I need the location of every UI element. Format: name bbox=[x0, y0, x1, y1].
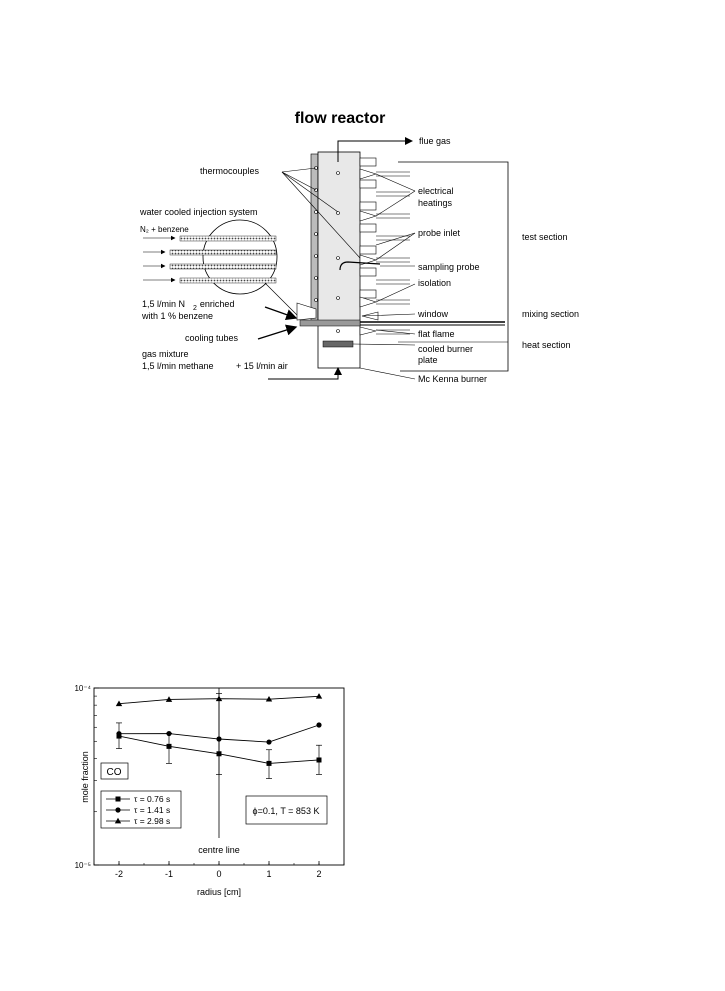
legend-marker bbox=[116, 797, 121, 802]
label-gas-mixture-2: 1,5 l/min methane bbox=[142, 361, 214, 371]
y-tick-label: 10⁻⁴ bbox=[74, 684, 91, 693]
label-cooling-tubes: cooling tubes bbox=[185, 333, 239, 343]
data-point bbox=[266, 739, 271, 744]
label-thermocouples: thermocouples bbox=[200, 166, 260, 176]
x-axis-ticks bbox=[94, 861, 344, 879]
legend-marker bbox=[115, 807, 120, 812]
data-point bbox=[316, 722, 321, 727]
label-gas-mixture-1: gas mixture bbox=[142, 349, 189, 359]
x-tick-label: 1 bbox=[266, 869, 272, 879]
label-heat-section: heat section bbox=[522, 340, 571, 350]
data-point bbox=[166, 731, 171, 736]
label-sampling-probe: sampling probe bbox=[418, 262, 480, 272]
label-electrical-2: heatings bbox=[418, 198, 453, 208]
label-water-cooled: water cooled injection system bbox=[140, 207, 258, 217]
label-electrical-1: electrical bbox=[418, 186, 454, 196]
series-0 bbox=[116, 694, 322, 779]
legend-label: τ = 2.98 s bbox=[134, 816, 171, 826]
label-flue-gas: flue gas bbox=[419, 136, 451, 146]
data-point bbox=[217, 751, 222, 756]
y-axis-label: mole fraction bbox=[80, 751, 90, 803]
data-point bbox=[267, 761, 272, 766]
label-flat-flame: flat flame bbox=[418, 329, 455, 339]
label-test-section: test section bbox=[522, 232, 568, 242]
data-point bbox=[167, 744, 172, 749]
legend-label: τ = 1.41 s bbox=[134, 805, 171, 815]
label-cooled-burner-2: plate bbox=[418, 355, 438, 365]
data-point bbox=[216, 736, 221, 741]
data-point bbox=[317, 757, 322, 762]
x-axis-label: radius [cm] bbox=[196, 887, 242, 897]
label-gas-mixture-3: + 15 l/min air bbox=[236, 361, 288, 371]
label-isolation: isolation bbox=[418, 278, 452, 288]
diagram-title: flow reactor bbox=[294, 110, 386, 127]
label-probe-inlet: probe inlet bbox=[418, 228, 461, 238]
x-tick-label: -2 bbox=[114, 869, 124, 879]
label-window: window bbox=[418, 309, 449, 319]
data-point bbox=[116, 731, 121, 736]
species-label: CO bbox=[106, 767, 122, 778]
label-mckenna: Mc Kenna burner bbox=[418, 374, 488, 384]
label-enriched-3: with 1 % benzene bbox=[142, 311, 214, 321]
series-layer bbox=[116, 693, 322, 778]
data-point bbox=[316, 693, 322, 699]
legend bbox=[106, 794, 170, 826]
y-tick-label: 10⁻⁵ bbox=[74, 861, 91, 870]
x-tick-label: 0 bbox=[216, 869, 222, 879]
conditions-label: ϕ=0.1, T = 853 K bbox=[252, 806, 320, 816]
legend-label: τ = 0.76 s bbox=[134, 794, 171, 804]
x-tick-label: -1 bbox=[164, 869, 174, 879]
x-tick-label: 2 bbox=[316, 869, 322, 879]
label-mixing-section: mixing section bbox=[522, 309, 580, 319]
centre-line-label: centre line bbox=[198, 845, 240, 855]
label-cooled-burner-1: cooled burner bbox=[418, 344, 474, 354]
label-enriched-1: 1,5 l/min N $_2$ enriched bbox=[142, 299, 235, 312]
label-n2-benzene: N₂ + benzene bbox=[140, 225, 189, 234]
